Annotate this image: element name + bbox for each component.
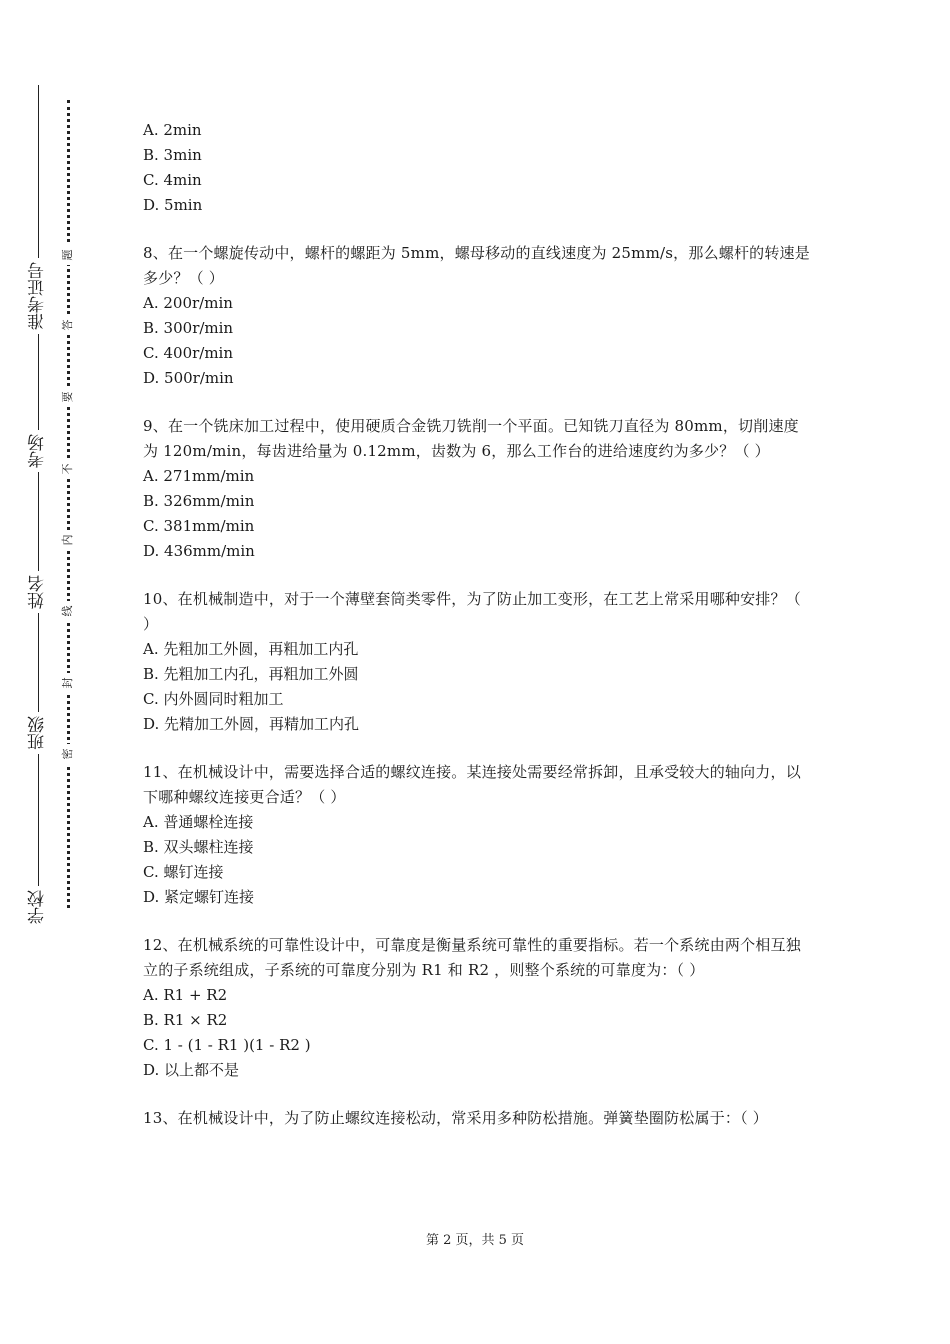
seal-char: 封 — [61, 673, 75, 693]
option: B. 先粗加工内孔，再粗加工外圆 — [143, 665, 359, 683]
question-stem: 11、在机械设计中，需要选择合适的螺纹连接。某连接处需要经常拆卸，且承受较大的轴向力，以下哪种螺纹连接更合适？（ ） — [143, 763, 801, 806]
option: C. 400r/min — [143, 344, 234, 362]
question-13 — [143, 1106, 813, 1131]
question-9 — [143, 414, 813, 564]
option: C. 381mm/min — [143, 517, 255, 535]
field-exam-room: 考场 — [22, 430, 54, 472]
option: C. 内外圆同时粗加工 — [143, 690, 284, 708]
field-exam-number: 准考证号 — [22, 258, 54, 334]
question-8 — [143, 241, 813, 391]
option: A. 2min — [143, 121, 202, 139]
option: A. 普通螺栓连接 — [143, 813, 254, 831]
seal-char: 题 — [61, 245, 75, 265]
option: C. 4min — [143, 171, 202, 189]
option: B. R1 × R2 — [143, 1011, 228, 1029]
option: C. 螺钉连接 — [143, 863, 224, 881]
option: D. 先精加工外圆，再精加工内孔 — [143, 715, 360, 733]
seal-char: 要 — [61, 387, 75, 407]
binding-solid-line — [38, 85, 39, 925]
option: D. 500r/min — [143, 369, 234, 387]
option: A. 先粗加工外圆，再粗加工内孔 — [143, 640, 359, 658]
option: C. 1 - (1 - R1 )(1 - R2 ) — [143, 1036, 311, 1054]
question-list — [143, 118, 813, 1154]
question-7-options — [143, 118, 813, 218]
binding-dotted-line — [67, 100, 70, 908]
question-stem: 8、在一个螺旋传动中，螺杆的螺距为 5mm，螺母移动的直线速度为 25mm/s，那么螺杆的转速是多少？（ ） — [143, 244, 810, 287]
seal-char: 内 — [61, 530, 75, 550]
option: A. R1 + R2 — [143, 986, 228, 1004]
field-name: 姓名 — [22, 571, 54, 613]
seal-char: 答 — [61, 315, 75, 335]
option: D. 以上都不是 — [143, 1061, 240, 1079]
option: B. 3min — [143, 146, 202, 164]
question-stem: 13、在机械设计中，为了防止螺纹连接松动，常采用多种防松措施。弹簧垫圈防松属于：（ ） — [143, 1109, 768, 1127]
option: B. 300r/min — [143, 319, 234, 337]
question-stem: 10、在机械制造中，对于一个薄壁套筒类零件，为了防止加工变形，在工艺上常采用哪种安排？（ ） — [143, 590, 801, 633]
seal-char: 密 — [61, 744, 75, 764]
question-stem: 12、在机械系统的可靠性设计中，可靠度是衡量系统可靠性的重要指标。若一个系统由两个相互独立的子系统组成，子系统的可靠度分别为 R1 和 R2 ，则整个系统的可靠度为：（ ） — [143, 936, 801, 979]
question-12 — [143, 933, 813, 1083]
option: B. 326mm/min — [143, 492, 255, 510]
option: D. 紧定螺钉连接 — [143, 888, 255, 906]
field-class: 班级 — [22, 712, 54, 754]
question-stem: 9、在一个铣床加工过程中，使用硬质合金铣刀铣削一个平面。已知铣刀直径为 80mm，切削速度为 120m/min，每齿进给量为 0.12mm，齿数为 6，那么工作台的进给速度约为多少？（ ） — [143, 417, 799, 460]
question-11 — [143, 760, 813, 910]
option: A. 200r/min — [143, 294, 233, 312]
field-school: 学校 — [22, 886, 54, 928]
seal-char: 线 — [61, 601, 75, 621]
binding-margin — [0, 0, 120, 1344]
option: B. 双头螺柱连接 — [143, 838, 254, 856]
page-footer: 第 2 页，共 5 页 — [425, 1233, 525, 1248]
option: D. 436mm/min — [143, 542, 255, 560]
option: D. 5min — [143, 196, 203, 214]
seal-char: 不 — [61, 459, 75, 479]
question-10 — [143, 587, 813, 737]
option: A. 271mm/min — [143, 467, 255, 485]
